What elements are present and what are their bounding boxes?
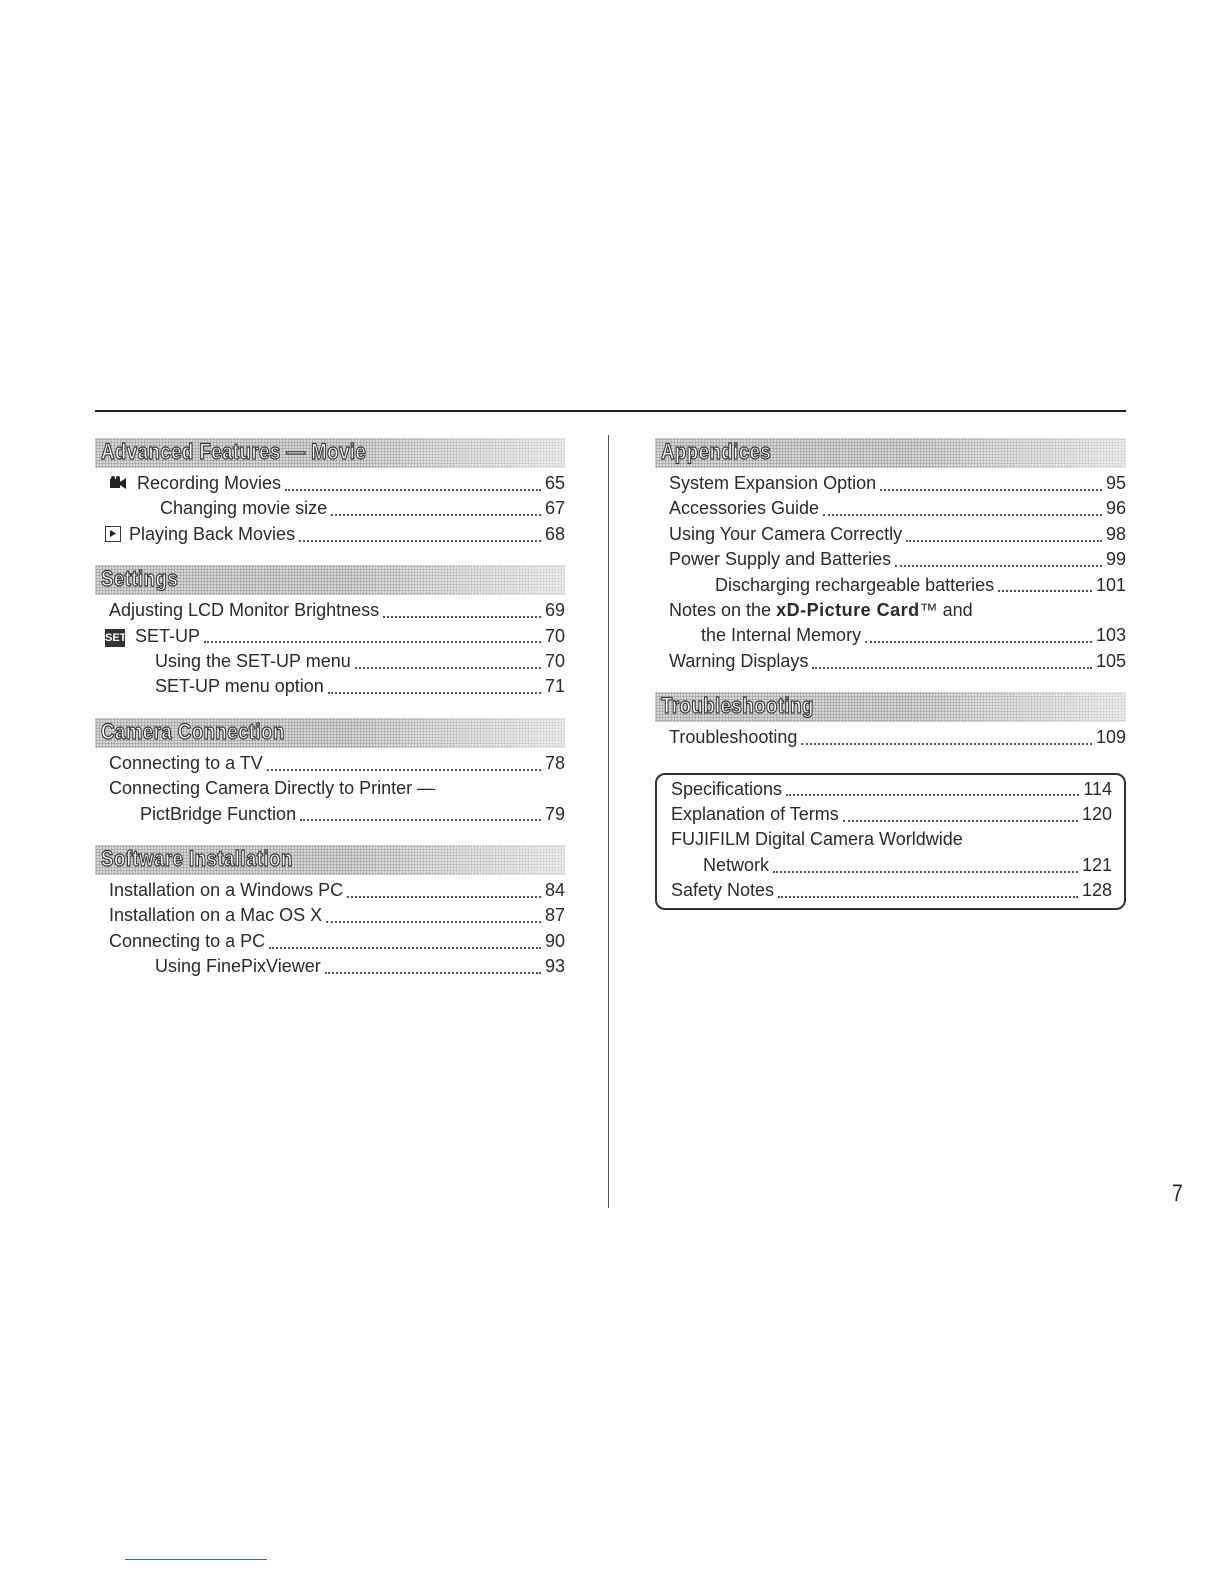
toc-entry-finepixviewer[interactable] (95, 954, 565, 979)
entry-page: 128 (1081, 880, 1112, 901)
toc-entry-connecting-tv[interactable] (95, 751, 565, 776)
section-header-troubleshooting (655, 692, 1126, 722)
movie-camera-icon (109, 472, 127, 486)
leader-dots (778, 896, 1078, 898)
toc-entry-changing-movie-size[interactable] (95, 496, 565, 521)
entry-label: FUJIFILM Digital Camera Worldwide (671, 829, 963, 850)
entry-label: the Internal Memory (701, 625, 862, 646)
entry-label: Installation on a Windows PC (109, 880, 344, 901)
toc-entry-using-setup-menu[interactable] (95, 649, 565, 674)
entry-page: 105 (1095, 650, 1126, 671)
entry-page: 84 (544, 880, 565, 901)
toc-entry-warning-displays[interactable] (655, 649, 1126, 674)
entry-page: 121 (1081, 854, 1112, 875)
entry-label: Adjusting LCD Monitor Brightness (109, 600, 380, 621)
toc-entry-recording-movies[interactable] (95, 471, 565, 496)
toc-entry-setup[interactable] (95, 624, 565, 649)
toc-entry-lcd-brightness[interactable] (95, 598, 565, 623)
entry-page: 103 (1095, 625, 1126, 646)
leader-dots (326, 921, 541, 923)
reference-box (655, 773, 1126, 910)
section-title: Camera Connection (101, 718, 285, 744)
section-header-appendices (655, 438, 1126, 468)
toc-entry-install-windows[interactable] (95, 878, 565, 903)
entry-page: 70 (544, 651, 565, 672)
entry-label: Safety Notes (671, 880, 775, 901)
entry-label: Specifications (671, 778, 783, 799)
leader-dots (383, 616, 541, 618)
toc-entry-fujifilm-worldwide[interactable] (671, 827, 1112, 852)
leader-dots (285, 489, 541, 491)
leader-dots (786, 794, 1079, 796)
entry-label-post: ™ and (919, 600, 973, 621)
entry-page: 65 (544, 473, 565, 493)
leader-dots (895, 565, 1102, 567)
entry-page: 96 (1105, 498, 1126, 519)
toc-entry-connecting-printer[interactable] (95, 776, 565, 801)
toc-entry-internal-memory[interactable] (655, 623, 1126, 648)
entry-page: 78 (544, 752, 565, 773)
toc-entry-system-expansion[interactable] (655, 471, 1126, 496)
toc-entry-setup-menu-option[interactable] (95, 674, 565, 699)
entry-page: 87 (544, 905, 565, 926)
toc-entry-connecting-pc[interactable] (95, 929, 565, 954)
toc-entry-network[interactable] (671, 853, 1112, 878)
leader-dots (998, 590, 1092, 592)
page-number: 7 (1172, 1180, 1183, 1207)
section-title: Settings (101, 566, 179, 592)
entry-label-pre: Notes on the (669, 600, 777, 621)
entry-page: 99 (1105, 549, 1126, 570)
leader-dots (269, 947, 541, 949)
entry-label: Using FinePixViewer (155, 956, 321, 977)
entry-label: Troubleshooting (669, 727, 798, 748)
entry-label: Power Supply and Batteries (669, 549, 892, 570)
leader-dots (812, 667, 1092, 669)
entry-label: System Expansion Option (669, 473, 877, 493)
entry-label: Network (703, 854, 770, 875)
entry-label: Playing Back Movies (129, 523, 296, 544)
entry-label: Accessories Guide (669, 498, 820, 519)
section-title: Troubleshooting (661, 693, 814, 719)
leader-dots (299, 540, 541, 542)
toc-entry-discharging-batteries[interactable] (655, 573, 1126, 598)
section-title: Appendices (661, 439, 772, 464)
leader-dots (267, 769, 541, 771)
entry-label: Using the SET-UP menu (155, 651, 351, 672)
toc-entry-pictbridge[interactable] (95, 802, 565, 827)
entry-label: Explanation of Terms (671, 804, 839, 825)
leader-dots (823, 514, 1102, 516)
leader-dots (300, 819, 541, 821)
toc-entry-explanation-terms[interactable] (671, 802, 1112, 827)
toc-entry-power-supply[interactable] (655, 547, 1126, 572)
entry-label: Using Your Camera Correctly (669, 523, 903, 544)
entry-label: SET-UP (135, 625, 201, 646)
leader-dots (347, 896, 541, 898)
toc-entry-using-camera-correctly[interactable] (655, 522, 1126, 547)
leader-dots (843, 820, 1078, 822)
entry-label: PictBridge Function (140, 803, 297, 824)
playback-icon (105, 526, 121, 542)
section-title: Advanced Features — Movie (101, 439, 367, 464)
entry-page: 69 (544, 600, 565, 621)
entry-label: SET-UP menu option (155, 676, 324, 697)
entry-label: Installation on a Mac OS X (109, 905, 323, 926)
entry-page: 120 (1081, 804, 1112, 825)
entry-label: Changing movie size (160, 498, 328, 519)
entry-page: 95 (1105, 473, 1126, 493)
leader-dots (773, 871, 1078, 873)
toc-entry-troubleshooting[interactable] (655, 725, 1126, 750)
leader-dots (906, 540, 1102, 542)
leader-dots (865, 641, 1092, 643)
entry-label: Discharging rechargeable batteries (715, 574, 995, 595)
toc-entry-notes-xd-card[interactable] (655, 598, 1126, 623)
toc-right-column (655, 438, 1126, 910)
entry-label-bold: xD-Picture Card (776, 600, 920, 621)
entry-page: 90 (544, 930, 565, 951)
entry-page: 79 (544, 803, 565, 824)
entry-page: 114 (1083, 778, 1112, 799)
section-header-software-installation (95, 845, 565, 875)
entry-page: 98 (1105, 523, 1126, 544)
bottom-link-underline (125, 1559, 267, 1560)
section-title: Software Installation (101, 846, 293, 872)
top-rule (95, 410, 1126, 412)
entry-page: 71 (544, 676, 565, 697)
leader-dots (801, 743, 1092, 745)
entry-label: Connecting to a PC (109, 930, 266, 951)
toc-entry-playing-back-movies[interactable] (95, 522, 565, 547)
toc-entry-specifications[interactable] (671, 777, 1112, 802)
setup-icon: SET (105, 629, 125, 647)
entry-label: Connecting Camera Directly to Printer — (109, 778, 436, 799)
entry-page: 67 (544, 498, 565, 519)
entry-page: 109 (1095, 727, 1126, 748)
entry-label: Warning Displays (669, 650, 809, 671)
toc-entry-install-mac[interactable] (95, 903, 565, 928)
leader-dots (331, 514, 541, 516)
column-divider (608, 435, 609, 1208)
entry-page: 93 (544, 956, 565, 977)
toc-entry-accessories-guide[interactable] (655, 496, 1126, 521)
section-header-advanced-movie (95, 438, 565, 468)
entry-page: 70 (544, 625, 565, 646)
entry-page: 68 (544, 523, 565, 544)
leader-dots (880, 489, 1102, 491)
entry-label: Recording Movies (137, 473, 282, 493)
leader-dots (204, 641, 541, 643)
section-header-settings (95, 565, 565, 595)
leader-dots (355, 667, 541, 669)
toc-entry-safety-notes[interactable] (671, 878, 1112, 903)
leader-dots (328, 692, 541, 694)
leader-dots (325, 972, 541, 974)
entry-page: 101 (1095, 574, 1126, 595)
toc-left-column (95, 438, 565, 980)
entry-label: Connecting to a TV (109, 752, 263, 773)
section-header-camera-connection (95, 718, 565, 748)
